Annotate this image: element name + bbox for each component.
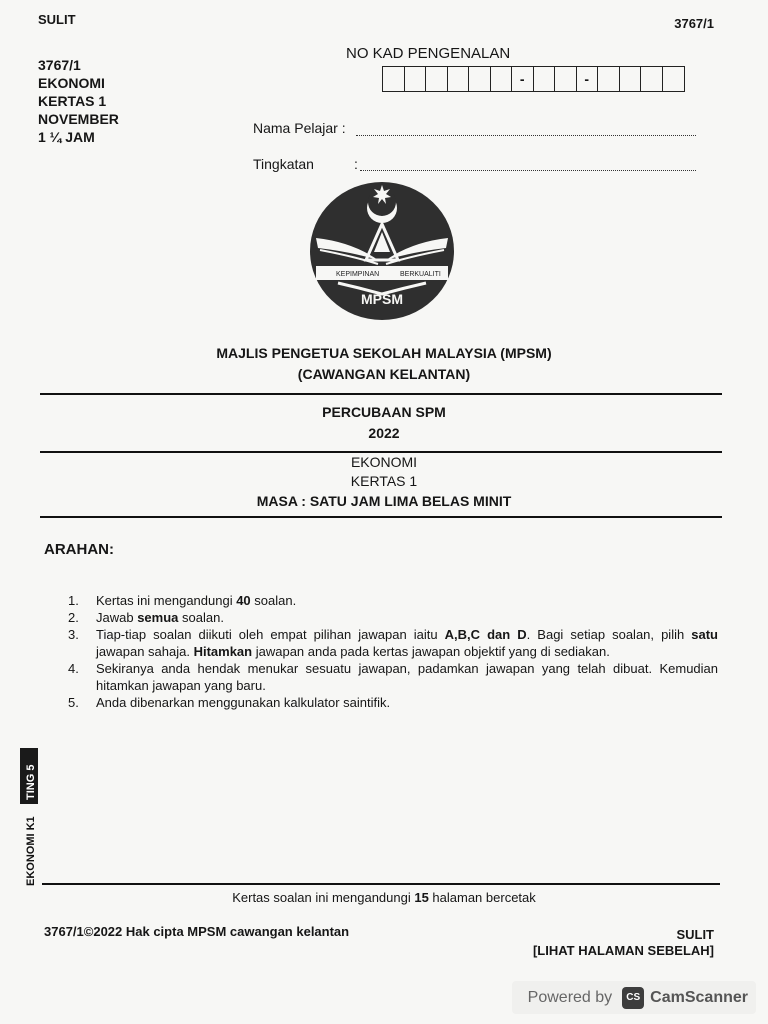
instruction-emphasis: Hitamkan (193, 644, 253, 659)
instructions-heading: ARAHAN: (44, 541, 114, 558)
instruction-emphasis: satu (691, 627, 718, 642)
page-count-before: Kertas soalan ini mengandungi (232, 890, 415, 905)
instruction-fragment: soalan. (250, 593, 297, 608)
form-label: Tingkatan (253, 156, 314, 172)
exam-subject: EKONOMI (350, 454, 418, 470)
logo-banner-left: KEPIMPINAN (336, 271, 380, 278)
divider-2 (40, 451, 722, 453)
paper-info-block (38, 56, 119, 146)
id-digit-box[interactable] (598, 67, 620, 91)
instruction-fragment: Tiap-tiap soalan diikuti oleh empat pilihan jawapan iaitu (96, 627, 445, 642)
side-tag-boxed: TING 5 (25, 764, 37, 800)
page-count-number: 15 (414, 890, 429, 905)
instruction-number: 1. (68, 593, 79, 608)
student-name-line[interactable] (356, 135, 696, 136)
next-page-label: [LIHAT HALAMAN SEBELAH] (532, 943, 714, 958)
copyright-text: 3767/1©2022 Hak cipta MPSM cawangan kelantan (44, 924, 350, 939)
instruction-fragment: Anda dibenarkan menggunakan kalkulator saintifik. (96, 695, 391, 710)
instruction-fragment: Jawab (96, 610, 138, 625)
id-digit-box[interactable] (491, 67, 513, 91)
instruction-text (96, 694, 718, 711)
instruction-number: 5. (68, 695, 79, 710)
instruction-fragment: jawapan sahaja. (96, 644, 194, 659)
instruction-text (96, 609, 718, 626)
instruction-emphasis: semua (137, 610, 179, 625)
id-digit-box[interactable] (641, 67, 663, 91)
instruction-fragment: Sekiranya anda hendak menukar sesuatu jawapan, padamkan jawapan yang telah dibuat. Kemudian hitamkan jawapan yang baru. (96, 661, 718, 693)
exam-time: MASA : SATU JAM LIMA BELAS MINIT (256, 493, 512, 509)
instruction-item (68, 592, 718, 609)
id-digit-box[interactable] (663, 67, 685, 91)
instructions-list (68, 592, 718, 711)
page-count-after: halaman bercetak (428, 890, 536, 905)
exam-title: PERCUBAAN SPM (322, 404, 446, 420)
instruction-number: 4. (68, 661, 79, 676)
subject-name: EKONOMI (38, 75, 105, 91)
id-digit-box[interactable] (448, 67, 470, 91)
camscanner-brand: CamScanner (650, 988, 748, 1006)
camscanner-logo-icon: CS (622, 987, 644, 1009)
logo-text: MPSM (361, 291, 403, 307)
divider-bottom (42, 883, 720, 885)
id-digit-box[interactable] (555, 67, 577, 91)
organisation-branch: (CAWANGAN KELANTAN) (297, 366, 471, 382)
powered-by-text: Powered by (527, 988, 613, 1006)
sulit-label-bottom: SULIT (676, 927, 714, 942)
paper-code: 3767/1 (38, 57, 81, 73)
sulit-label-top: SULIT (38, 12, 76, 27)
instruction-fragment: . Bagi setiap soalan, pilih (526, 627, 692, 642)
instruction-number: 2. (68, 610, 79, 625)
instruction-text (96, 592, 718, 609)
logo-banner-right: BERKUALITI (400, 271, 441, 278)
paper-code-top: 3767/1 (674, 16, 714, 31)
side-tag (14, 748, 44, 898)
id-dash-box: - (512, 67, 534, 91)
id-digit-box[interactable] (426, 67, 448, 91)
id-dash-box: - (577, 67, 599, 91)
form-colon: : (354, 156, 358, 172)
instruction-text (96, 626, 718, 660)
exam-duration: 1 ¼ JAM (38, 129, 95, 145)
exam-paper: KERTAS 1 (350, 473, 418, 489)
paper-number: KERTAS 1 (38, 93, 107, 109)
instruction-emphasis: A,B,C dan D (444, 627, 527, 642)
id-number-label: NO KAD PENGENALAN (346, 45, 511, 62)
instruction-item (68, 626, 718, 660)
instruction-item (68, 694, 718, 711)
exam-month: NOVEMBER (38, 111, 119, 127)
instruction-fragment: soalan. (178, 610, 224, 625)
instruction-text (96, 660, 718, 694)
page-count-note (0, 890, 768, 905)
student-name-label: Nama Pelajar : (253, 120, 346, 136)
side-tag-plain: EKONOMI K1 (25, 816, 37, 886)
id-digit-box[interactable] (405, 67, 427, 91)
instruction-item (68, 660, 718, 694)
instruction-fragment: Kertas ini mengandungi (96, 593, 237, 608)
instruction-emphasis: 40 (236, 593, 251, 608)
id-digit-box[interactable] (383, 67, 405, 91)
mpsm-logo (308, 180, 456, 322)
id-digit-box[interactable] (620, 67, 642, 91)
organisation-name: MAJLIS PENGETUA SEKOLAH MALAYSIA (MPSM) (216, 345, 552, 361)
divider-1 (40, 393, 722, 395)
form-line[interactable] (360, 170, 696, 171)
instruction-number: 3. (68, 627, 79, 642)
id-number-boxes[interactable] (382, 66, 685, 92)
camscanner-watermark (512, 981, 756, 1014)
id-digit-box[interactable] (469, 67, 491, 91)
exam-year: 2022 (368, 425, 400, 441)
footer-right (533, 927, 714, 959)
divider-3 (40, 516, 722, 518)
instruction-fragment: jawapan anda pada kertas jawapan objektif yang di sediakan. (252, 644, 610, 659)
instruction-item (68, 609, 718, 626)
id-digit-box[interactable] (534, 67, 556, 91)
